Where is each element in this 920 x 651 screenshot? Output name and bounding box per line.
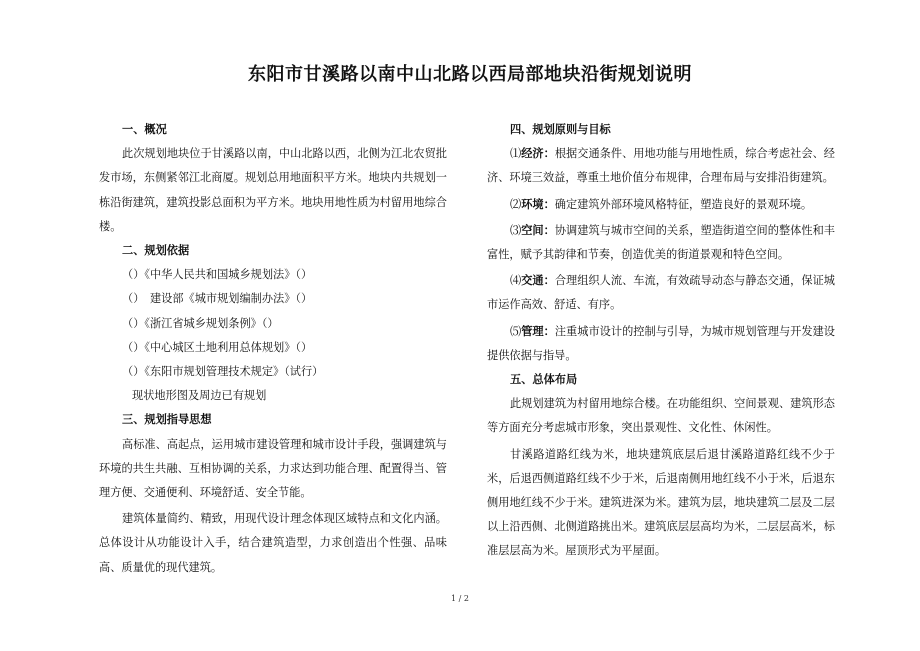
basis-item: （） 建设部《城市规划编制办法》（） <box>122 292 313 306</box>
principle-label: 空间： <box>521 223 555 237</box>
principle-label: 经济： <box>521 147 555 161</box>
section-heading-overview: 一、概况 <box>122 123 167 136</box>
principle-text: 确定建筑外部环境风格特征，塑造良好的景观环境。 <box>554 197 813 211</box>
section-heading-principles: 四、规划原则与目标 <box>510 123 611 136</box>
section-heading-basis: 二、规划依据 <box>122 244 190 258</box>
principle-text: 合理组织人流、车流，有效疏导动态与静态交通，保证城市运作高效、舒适、有序。 <box>487 274 835 312</box>
principle-item-economy <box>487 142 835 190</box>
section-heading-layout: 五、总体布局 <box>510 373 578 387</box>
principle-number: ⑴ <box>510 147 522 161</box>
guiding-paragraph: 高标准、高起点，运用城市建设管理和城市设计手段，强调建筑与环境的共生共融、互相协调的关系，力求达到功能合理、配置得当、管理方便、交通便利、环境舒适、安全节能。 <box>99 437 447 500</box>
principle-text: 注重城市设计的控制与引导，为城市规划管理与开发建设提供依据与指导。 <box>487 324 835 362</box>
principle-item-space <box>487 219 835 267</box>
principle-number: ⑷ <box>510 274 522 288</box>
principle-number: ⑵ <box>510 197 522 211</box>
principle-number: ⑸ <box>510 324 522 338</box>
principle-text: 根据交通条件、用地功能与用地性质，综合考虑社会、经济、环境三效益，尊重土地价值分布规律，合理布局与安排沿街建筑。 <box>487 147 835 185</box>
guiding-paragraph: 建筑体量简约、精致，用现代设计理念体现区域特点和文化内涵。总体设计从功能设计入手，结合建筑造型，力求创造出个性强、品味高、质量优的现代建筑。 <box>99 512 447 574</box>
principle-label: 环境： <box>521 197 555 211</box>
basis-item: （）《中心城区土地利用总体规划》（） <box>122 340 313 354</box>
principle-item-traffic <box>487 269 835 317</box>
principle-label: 管理： <box>521 324 555 338</box>
overview-paragraph: 此次规划地块位于甘溪路以南，中山北路以西，北侧为江北农贸批发市场，东侧紧邻江北商厦。规划总用地面积平方米。地块内共规划一栋沿街建筑，建筑投影总面积为平方米。地块用地性质为村留用地综合楼。 <box>99 147 447 233</box>
page-number: 1 / 2 <box>451 594 469 603</box>
principle-item-environment <box>487 193 835 217</box>
basis-item: （）《东阳市规划管理技术规定》（试行） <box>122 365 324 379</box>
principle-item-management <box>487 320 835 368</box>
document-title: 东阳市甘溪路以南中山北路以西局部地块沿街规划说明 <box>248 64 692 85</box>
basis-item: （）《中华人民共和国城乡规划法》（） <box>122 268 313 282</box>
basis-item: （）《浙江省城乡规划条例》（） <box>122 316 279 330</box>
principle-label: 交通： <box>521 274 555 288</box>
principle-number: ⑶ <box>510 223 522 237</box>
section-heading-guiding: 三、规划指导思想 <box>122 413 212 427</box>
principle-text: 协调建筑与城市空间的关系，塑造街道空间的整体性和丰富性，赋予其韵律和节奏，创造优美的街道景观和特色空间。 <box>487 223 835 262</box>
left-column <box>99 118 447 580</box>
basis-extra: 现状地形图及周边已有规划 <box>132 389 267 403</box>
layout-paragraph: 此规划建筑为村留用地综合楼。在功能组织、空间景观、建筑形态等方面充分考虑城市形象，突出景观性、文化性、休闲性。 <box>487 397 835 435</box>
layout-paragraph: 甘溪路道路红线为米，地块建筑底层后退甘溪路道路红线不少于米，后退西侧道路红线不少于米，后退南侧用地红线不小于米，后退东侧用地红线不少于米。建筑进深为米。建筑为层，地块建筑二层及二层以上沿西侧、北侧道路挑出米。建筑底层层高均为米，二层层高米，标准层层高为米。屋顶形式为平屋面。 <box>487 447 835 558</box>
right-column <box>487 118 835 564</box>
